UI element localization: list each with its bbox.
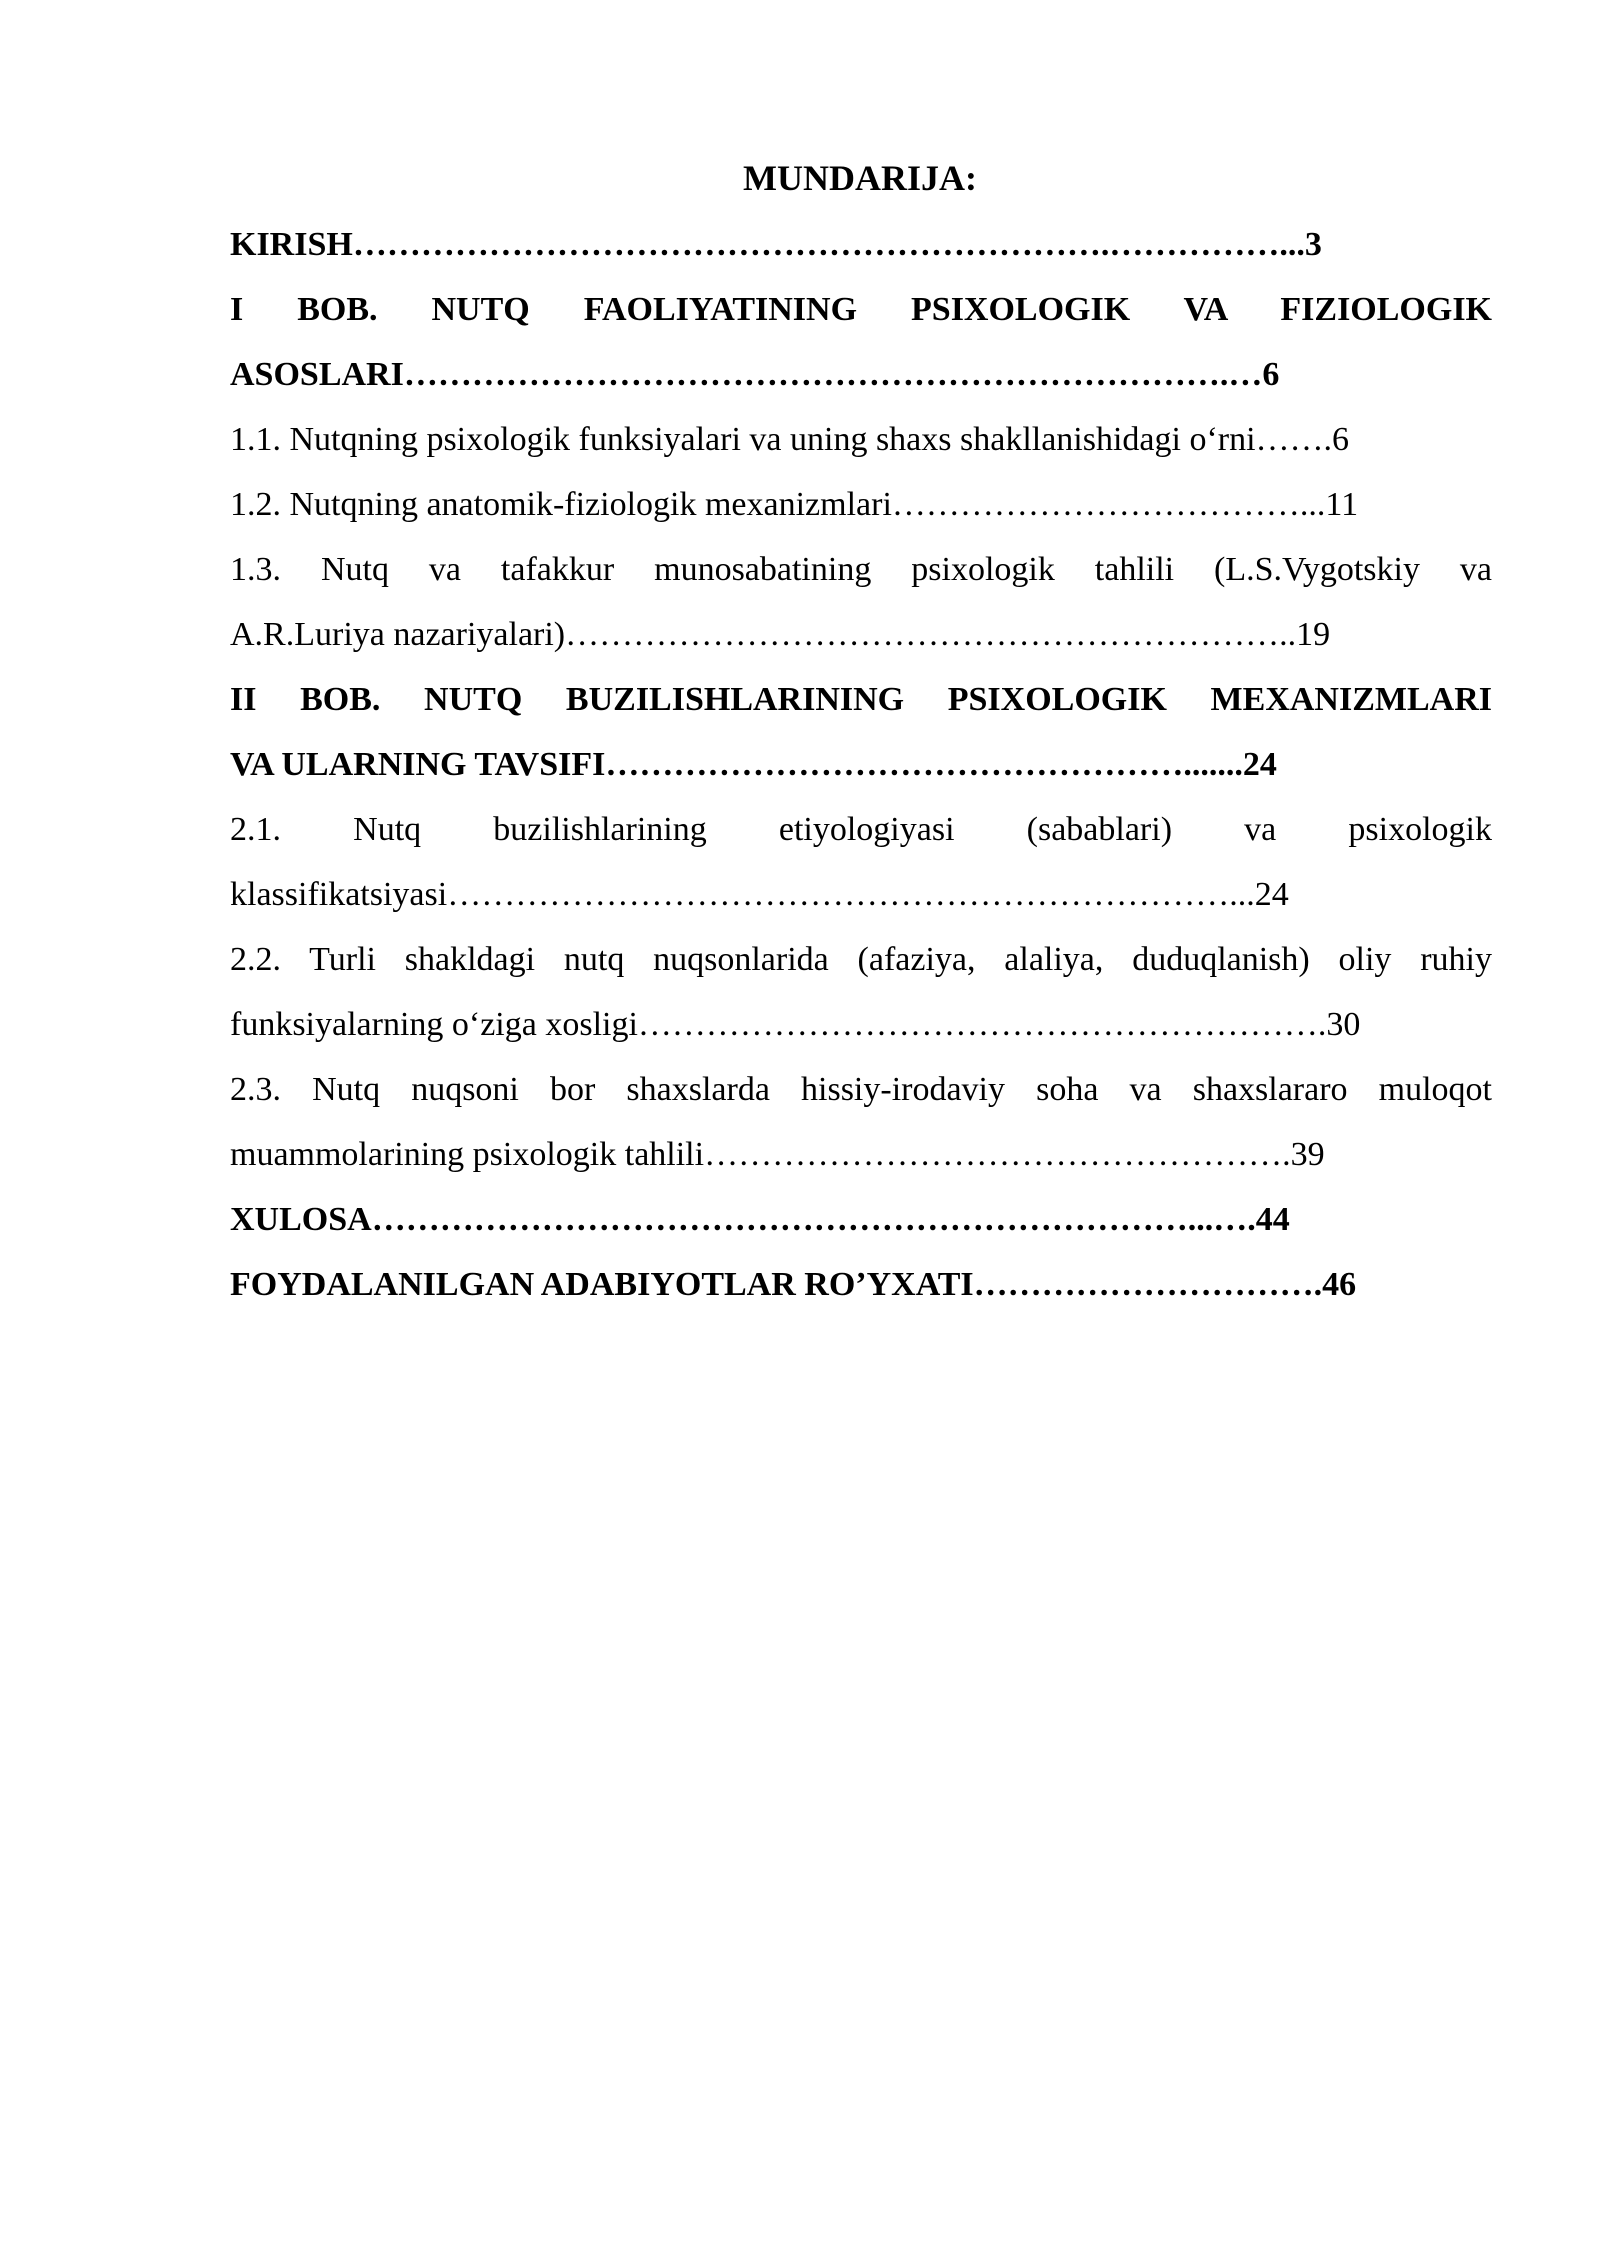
- toc-entry-section-2-1-line-2: klassifikatsiyasi……………………………………………………………...24: [230, 876, 1289, 913]
- table-of-contents: [230, 212, 1492, 1317]
- toc-entry-chapter-2-line-2: VA ULARNING TAVSIFI…………………………………………….......24: [230, 746, 1277, 783]
- toc-entry-kirish: KIRISH………………………………………………………….……………...3: [230, 226, 1322, 263]
- toc-entry-xulosa: XULOSA………………………………………………………………...….44: [230, 1201, 1290, 1238]
- toc-entry-section-2-1-line-1: 2.1. Nutq buzilishlarining etiyologiyasi (sabablari) va psixologik: [230, 811, 1492, 848]
- toc-entry-chapter-1-line-1: I BOB. NUTQ FAOLIYATINING PSIXOLOGIK VA FIZIOLOGIK: [230, 291, 1492, 328]
- toc-title: MUNDARIJA:: [743, 158, 977, 198]
- toc-entry-chapter-2-line-1: II BOB. NUTQ BUZILISHLARINING PSIXOLOGIK MEXANIZMLARI: [230, 681, 1492, 718]
- toc-entry-section-1-1: 1.1. Nutqning psixologik funksiyalari va uning shaxs shakllanishidagi o‘rni…….6: [230, 421, 1350, 458]
- toc-entry-section-2-2-line-1: 2.2. Turli shakldagi nutq nuqsonlarida (afaziya, alaliya, duduqlanish) oliy ruhiy: [230, 941, 1492, 978]
- toc-entry-section-2-3-line-2: muammolarining psixologik tahlili…………………………………………….39: [230, 1136, 1325, 1173]
- toc-entry-section-2-3-line-1: 2.3. Nutq nuqsoni bor shaxslarda hissiy-irodaviy soha va shaxslararo muloqot: [230, 1071, 1492, 1108]
- toc-entry-section-1-2: 1.2. Nutqning anatomik-fiziologik mexanizmlari………………………………...11: [230, 486, 1359, 523]
- toc-entry-section-1-3-line-1: 1.3. Nutq va tafakkur munosabatining psixologik tahlili (L.S.Vygotskiy va: [230, 551, 1492, 588]
- toc-entry-references: FOYDALANILGAN ADABIYOTLAR RO’YXATI………………………….46: [230, 1266, 1357, 1303]
- toc-entry-section-2-2-line-2: funksiyalarning o‘ziga xosligi…………………………………………………….30: [230, 1006, 1361, 1043]
- toc-entry-chapter-1-line-2: ASOSLARI……………………………………………………………….…6: [230, 356, 1280, 393]
- toc-entry-section-1-3-line-2: A.R.Luriya nazariyalari)………………………………………………………..19: [230, 616, 1331, 653]
